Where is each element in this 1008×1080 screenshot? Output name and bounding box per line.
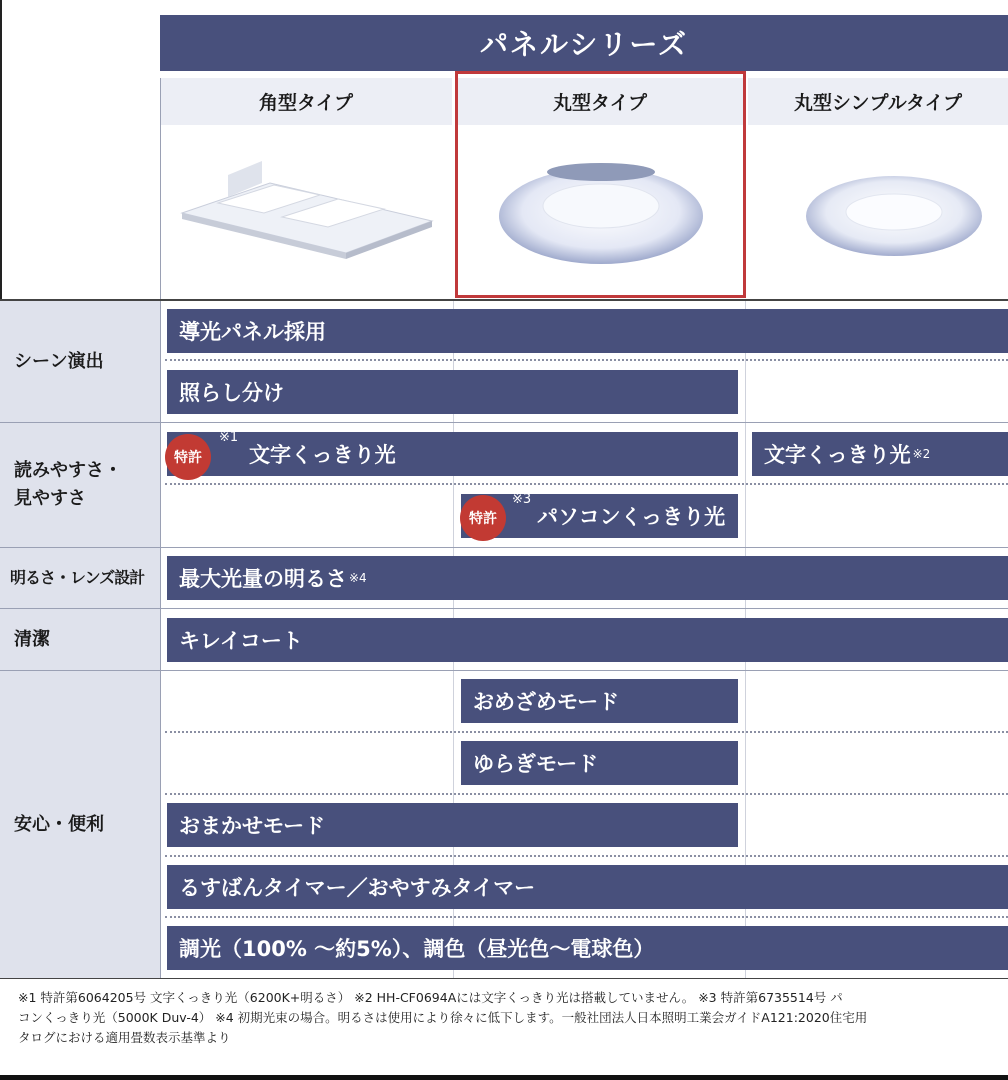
bottom-border bbox=[0, 1075, 1008, 1080]
category-readability bbox=[0, 423, 160, 547]
type-round-simple-label: 丸型シンプルタイプ bbox=[748, 78, 1008, 125]
category-readability-line2: 見やすさ bbox=[14, 488, 86, 509]
row-divider bbox=[165, 916, 1008, 918]
type-round-label: 丸型タイプ bbox=[457, 78, 743, 125]
category-safety: 安心・便利 bbox=[0, 671, 160, 978]
footnote-ref-3: ※3 bbox=[512, 492, 532, 507]
footnote-ref-2: ※2 bbox=[912, 447, 931, 461]
row-divider bbox=[165, 483, 1008, 485]
round-simple-light-image bbox=[805, 172, 983, 262]
feature-pc-clear-label: パソコンくっきり光 bbox=[537, 505, 726, 529]
footnote-ref-1: ※1 bbox=[219, 430, 239, 445]
feature-omakase-mode: おまかせモード bbox=[167, 803, 738, 847]
feature-clean-coat: キレイコート bbox=[167, 618, 1008, 662]
series-title: パネルシリーズ bbox=[160, 15, 1008, 71]
selected-type-frame bbox=[455, 71, 746, 298]
type-square-label: 角型タイプ bbox=[160, 78, 452, 125]
footnote-line: ※1 特許第6064205号 文字くっきり光（6200K+明るさ） ※2 HH-CF0694Aには文字くっきり光は搭載していません。 ※3 特許第6735514号 パ bbox=[18, 990, 843, 1005]
feature-text-clear-simple-label: 文字くっきり光 bbox=[764, 443, 911, 467]
category-clean: 清潔 bbox=[0, 609, 160, 670]
column-divider bbox=[160, 78, 161, 978]
feature-light-guide: 導光パネル採用 bbox=[167, 309, 1008, 353]
feature-timers: るすばんタイマー／おやすみタイマー bbox=[167, 865, 1008, 909]
patent-badge: 特許 bbox=[460, 495, 506, 541]
feature-text-clear-label: 文字くっきり光 bbox=[249, 443, 396, 467]
category-scene: シーン演出 bbox=[0, 301, 160, 422]
feature-text-clear bbox=[167, 432, 738, 476]
square-light-image bbox=[170, 145, 445, 265]
feature-dimming: 調光（100% ～約5%）、調色（昼光色～電球色） bbox=[167, 926, 1008, 970]
patent-badge: 特許 bbox=[165, 434, 211, 480]
feature-text-clear-simple bbox=[752, 432, 1008, 476]
category-readability-line1: 読みやすさ・ bbox=[14, 460, 122, 482]
category-brightness: 明るさ・レンズ設計 bbox=[0, 548, 160, 608]
feature-split-lighting: 照らし分け bbox=[167, 370, 738, 414]
row-divider bbox=[165, 731, 1008, 733]
footnotes bbox=[18, 988, 1003, 1048]
footnote-line: タログにおける適用畳数表示基準より bbox=[18, 1030, 231, 1045]
feature-yuragi-mode: ゆらぎモード bbox=[461, 741, 738, 785]
row-divider bbox=[165, 855, 1008, 857]
row-divider bbox=[165, 793, 1008, 795]
row-divider bbox=[165, 359, 1008, 361]
footnote-line: コンくっきり光（5000K Duv-4） ※4 初期光束の場合。明るさは使用により徐々に低下します。一般社団法人日本照明工業会ガイドA121:2020住宅用 bbox=[18, 1010, 868, 1025]
footnote-ref-4: ※4 bbox=[349, 571, 367, 585]
feature-max-brightness bbox=[167, 556, 1008, 600]
section-divider bbox=[0, 978, 1008, 979]
feature-wakeup-mode: おめざめモード bbox=[461, 679, 738, 723]
feature-max-brightness-label: 最大光量の明るさ bbox=[179, 567, 347, 591]
